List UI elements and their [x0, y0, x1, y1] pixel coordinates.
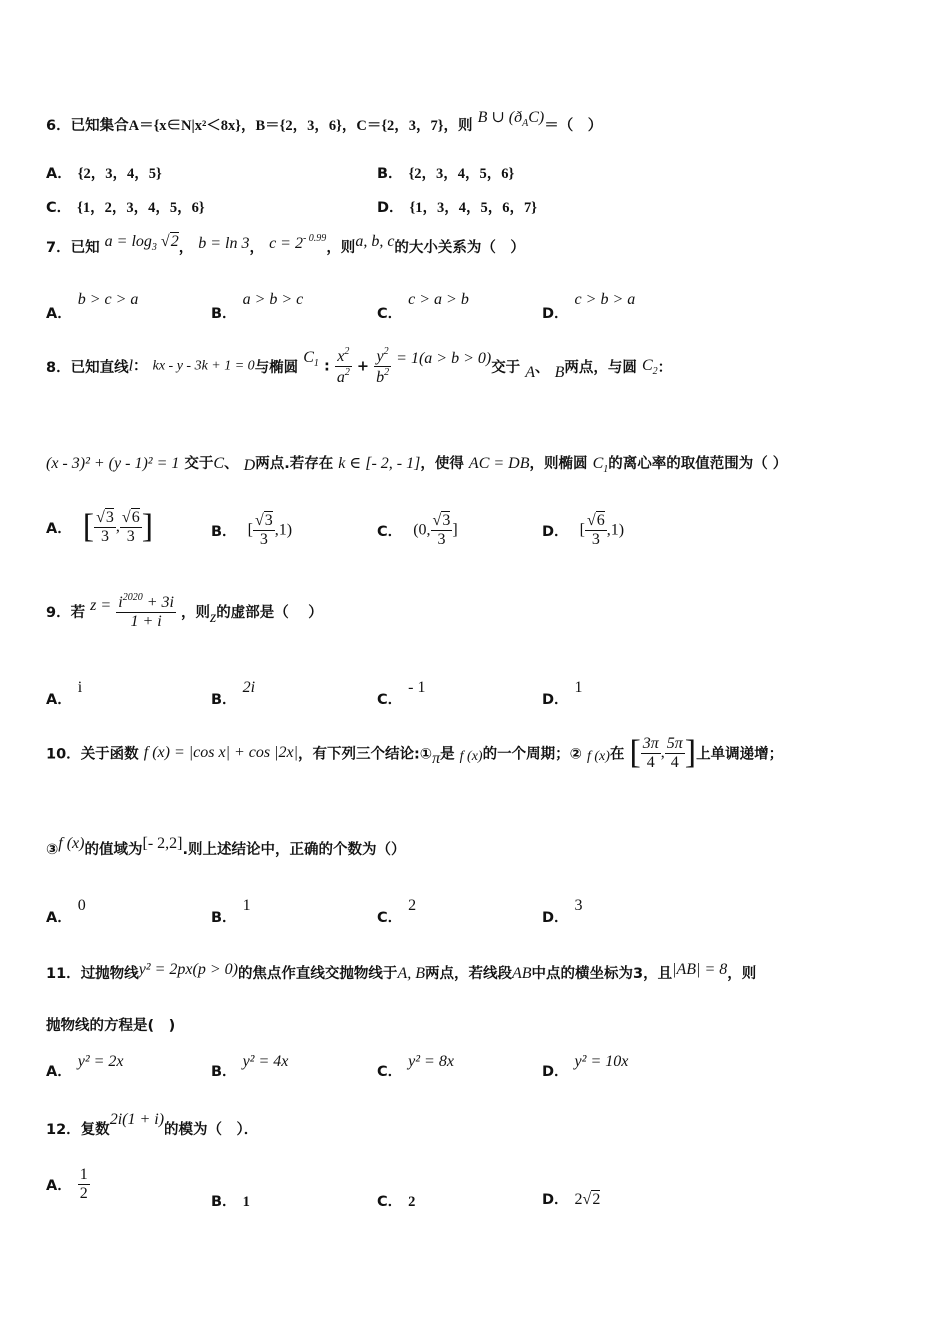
q10-range: [- 2,2] — [142, 835, 183, 852]
q11-option-b[interactable]: B．y² = 4x — [211, 1053, 289, 1080]
q11-option-d[interactable]: D．y² = 10x — [542, 1053, 629, 1080]
q12-expr: 2i(1 + i) — [109, 1111, 165, 1128]
q6-formula: B ∪ $(ð_AC)$ — [477, 109, 545, 129]
q11-parabola: y² = 2px(p > 0) — [138, 961, 238, 978]
q10-option-a[interactable]: A．0 — [46, 897, 86, 926]
q11-option-a[interactable]: A．y² = 2x — [46, 1053, 124, 1080]
q9-option-c[interactable]: C．- 1 — [377, 679, 426, 708]
q10-stem-line2: ③f (x)的值域为[- 2,2].则上述结论中，正确的个数为（） — [46, 835, 406, 858]
q11-number: 11． — [46, 966, 81, 982]
q7-c-expr: $c = 2^{- 0.99}$ — [269, 233, 327, 252]
q12-option-b[interactable]: B． 1 — [211, 1194, 250, 1210]
q7-number: 7． — [46, 240, 71, 256]
q7-b-expr: b = ln 3 — [198, 235, 250, 252]
q12-option-d[interactable]: D． 2√2 — [542, 1191, 601, 1208]
q7-stem: 7．已知 $a = \log_3 √2$， b = ln 3， $c = 2^{- 0.99}$，则a, b, c的大小关系为（ ） — [46, 233, 525, 256]
q9-option-a[interactable]: A．i — [46, 679, 83, 708]
q8-line-eq: kx - y - 3k + 1 = 0 — [152, 358, 255, 374]
q8-option-b[interactable]: B． [ $\frac{√3}{3}$ ,1) — [211, 512, 293, 548]
q12-stem: 12．复数2i(1 + i)的模为（ ）． — [46, 1111, 259, 1138]
q6-stem: 6．已知集合A＝{x∈N|x²＜8x}，B＝{2，3，6}，C＝{2，3，7}，则 B ∪ $(ð_AC)=$（ ） — [46, 109, 603, 134]
q6-option-b[interactable]: B． {2，3，4，5，6} — [377, 166, 515, 182]
q8-stem-line2: (x - 3)² + (y - 1)² = 1 交于C、 D两点.若存在 k ∈ [- 2, - 1]，使得 AC = DB，则椭圆 $C_1$的离心率的取值范围为（ ） — [46, 455, 788, 475]
q8-x-frac: $\frac{x^2}{a^2}$ — [336, 346, 350, 386]
q8-stem-line1: 8．已知直线l： kx - y - 3k + 1 = 0与椭圆 $C_1$ : $\frac{x^2}{a^2}$ + $\frac{y^2}{b^2}$ = 1(a > b > 0)交于 A、 B两点，与圆 $C_2$： — [46, 346, 673, 386]
q8-number: 8． — [46, 360, 71, 376]
q8-y-frac: $\frac{y^2}{b^2}$ — [376, 346, 390, 386]
q8-option-c[interactable]: C． (0, $\frac{√3}{3}$ ] — [377, 512, 458, 548]
q7-option-a[interactable]: A．b > c > a — [46, 291, 139, 322]
q11-stem-line1: 11．过抛物线y² = 2px(p > 0)的焦点作直线交抛物线于A, B两点，若线段AB中点的横坐标为3，且|AB| = 8，则 — [46, 961, 757, 982]
q9-stem: 9．若 z = $\frac{i^{2020} + 3i}{1 + i}$ ，则z的虚部是（ ） — [46, 592, 323, 630]
q8-option-d[interactable]: D． [ $\frac{√6}{3}$ ,1) — [542, 512, 625, 548]
q7-option-d[interactable]: D．c > b > a — [542, 291, 636, 322]
q11-stem-line2: 抛物线的方程是( ) — [46, 1018, 176, 1034]
q12-option-a[interactable]: A． $\frac{1}{2}$ — [46, 1166, 88, 1202]
q6-option-a[interactable]: A． {2，3，4，5} — [46, 166, 162, 182]
q7-option-b[interactable]: B．a > b > c — [211, 291, 304, 322]
q7-option-c[interactable]: C．c > a > b — [377, 291, 469, 322]
q6-sets: A＝{x∈N|x²＜8x}，B＝{2，3，6}，C＝{2，3，7} — [128, 118, 444, 134]
q10-option-d[interactable]: D．3 — [542, 897, 583, 926]
q9-number: 9． — [46, 605, 71, 621]
q8-k-range: k ∈ [- 2, - 1] — [338, 455, 421, 472]
q8-circle-eq: (x - 3)² + (y - 1)² = 1 — [46, 455, 180, 472]
q9-fraction: $\frac{i^{2020} + 3i}{1 + i}$ — [118, 592, 174, 630]
q8-option-a[interactable]: A． [ $\frac{√3}{3}$ , $\frac{√6}{3}$ ] — [46, 508, 154, 545]
q10-option-c[interactable]: C．2 — [377, 897, 417, 926]
q7-a-expr: $a = \log_3 √2$ — [104, 233, 179, 253]
q10-number: 10． — [46, 746, 81, 763]
q10-stem-line1: 10．关于函数 f (x) = |cos x| + cos |2x|，有下列三个结论:①π是 f (x)的一个周期；② f (x)在 [ $\frac{3\pi}{4}$ , $\frac{5\pi}{4}$ ]上单调递增； — [46, 734, 784, 771]
q10-func: f (x) = |cos x| + cos |2x| — [143, 744, 298, 761]
q10-option-b[interactable]: B．1 — [211, 897, 251, 926]
q12-option-c[interactable]: C． 2 — [377, 1194, 416, 1210]
q12-number: 12． — [46, 1122, 81, 1138]
q9-option-b[interactable]: B．2i — [211, 679, 256, 708]
q6-option-c[interactable]: C． {1，2，3，4，5，6} — [46, 200, 205, 216]
q9-option-d[interactable]: D．1 — [542, 679, 583, 708]
q6-option-d[interactable]: D． {1，3，4，5，6，7} — [377, 200, 537, 216]
q11-option-c[interactable]: C．y² = 8x — [377, 1053, 454, 1080]
q6-number: 6． — [46, 118, 71, 134]
